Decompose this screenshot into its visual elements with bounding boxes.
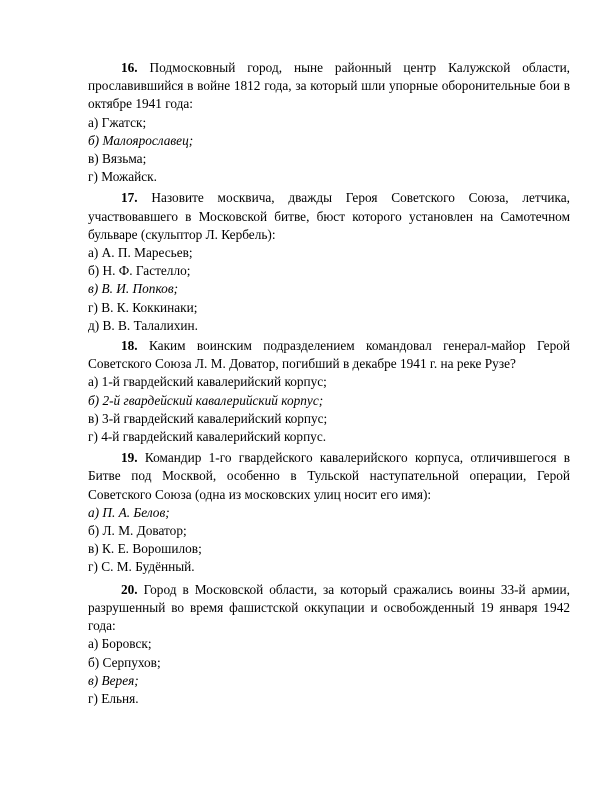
- answer-option-correct: [88, 504, 570, 522]
- option-text: Ельня.: [101, 690, 139, 706]
- answer-option: [88, 428, 570, 446]
- option-text: 3-й гвардейский кавалерийский корпус;: [102, 410, 328, 426]
- question-text: Командир 1-го гвардейского кавалерийского корпуса, отличившегося в Битве под Москвой, особенно в Тульской наступательной операции, Герой Советского Союза (одна из московских улиц носит его имя):: [88, 450, 570, 502]
- question-number: 18.: [121, 338, 138, 354]
- option-text: В. К. Коккинаки;: [101, 299, 198, 315]
- question-stem: [88, 449, 570, 504]
- option-text: 4-й гвардейский кавалерийский корпус.: [101, 429, 327, 445]
- question-number: 16.: [121, 60, 138, 75]
- answer-option: [88, 635, 570, 653]
- option-text: С. М. Будённый.: [101, 559, 195, 575]
- option-text: Боровск;: [101, 636, 152, 652]
- option-text: Гжатск;: [101, 114, 147, 130]
- option-text: А. П. Маресьев;: [101, 245, 193, 261]
- question-19: [88, 449, 570, 576]
- question-17: [88, 189, 570, 335]
- question-number: 20.: [121, 581, 138, 597]
- answer-option: [88, 654, 570, 672]
- answer-option-correct: [88, 392, 570, 410]
- option-letter: б): [88, 392, 100, 408]
- option-letter: г): [88, 299, 98, 315]
- option-text: Серпухов;: [102, 654, 161, 670]
- answer-option: [88, 540, 570, 558]
- option-letter: а): [88, 245, 99, 261]
- option-letter: г): [88, 690, 98, 706]
- question-text: Подмосковный город, ныне районный центр Калужской области, прославившийся в войне 1812 года, за который шли упорные оборонительные бои в октябре 1941 года:: [88, 60, 571, 112]
- option-letter: г): [88, 169, 98, 185]
- option-letter: в): [88, 281, 99, 297]
- question-text: Назовите москвича, дважды Героя Советского Союза, летчика, участвовавшего в Московской битве, бюст которого установлен на Самотечном бульваре (скульптор Л. Кербель):: [88, 190, 570, 242]
- question-text: Город в Московской области, за который сражались воины 33-й армии, разрушенный во время фашистской оккупации и освобожденный 19 января 1942 года:: [88, 581, 570, 634]
- option-letter: г): [88, 559, 98, 575]
- option-text: Л. М. Доватор;: [102, 523, 187, 539]
- option-text: П. А. Белов;: [102, 504, 170, 520]
- answer-options: [88, 244, 570, 335]
- answer-option: [88, 410, 570, 428]
- option-text: Можайск.: [101, 169, 157, 185]
- answer-option: [88, 690, 570, 708]
- option-letter: а): [88, 114, 99, 130]
- question-stem: [88, 189, 570, 244]
- question-18: [88, 337, 570, 446]
- option-text: Верея;: [101, 672, 139, 688]
- option-letter: г): [88, 429, 98, 445]
- question-stem: [88, 337, 570, 373]
- answer-option: [88, 522, 570, 540]
- answer-option-correct: [88, 132, 570, 150]
- document-page: [88, 59, 570, 708]
- option-letter: б): [88, 263, 100, 279]
- question-number: 17.: [121, 190, 138, 206]
- answer-options: [88, 114, 570, 187]
- answer-option-correct: [88, 672, 570, 690]
- option-text: Малоярославец;: [102, 132, 194, 148]
- option-letter: в): [88, 541, 99, 557]
- option-letter: а): [88, 374, 99, 390]
- question-stem: [88, 581, 570, 636]
- answer-option: [88, 558, 570, 576]
- option-letter: в): [88, 672, 99, 688]
- answer-option: [88, 373, 570, 391]
- option-text: В. В. Талалихин.: [102, 317, 198, 333]
- option-letter: б): [88, 654, 100, 670]
- option-letter: б): [88, 523, 100, 539]
- option-letter: а): [88, 504, 100, 520]
- option-text: 2-й гвардейский кавалерийский корпус;: [102, 392, 324, 408]
- question-16: [88, 59, 570, 186]
- answer-options: [88, 635, 570, 708]
- option-text: Вязьма;: [102, 151, 147, 167]
- option-letter: д): [88, 317, 100, 333]
- answer-option-correct: [88, 280, 570, 298]
- answer-options: [88, 373, 570, 446]
- option-text: К. Е. Ворошилов;: [102, 541, 202, 557]
- answer-option: [88, 168, 570, 186]
- option-text: 1-й гвардейский кавалерийский корпус;: [101, 374, 327, 390]
- answer-option: [88, 114, 570, 132]
- answer-option: [88, 244, 570, 262]
- answer-option: [88, 150, 570, 168]
- answer-options: [88, 504, 570, 577]
- answer-option: [88, 262, 570, 280]
- option-letter: б): [88, 132, 100, 148]
- option-text: В. И. Попков;: [101, 281, 179, 297]
- option-letter: в): [88, 151, 99, 167]
- answer-option: [88, 299, 570, 317]
- option-letter: а): [88, 636, 99, 652]
- question-number: 19.: [121, 450, 138, 466]
- question-stem: [88, 59, 570, 114]
- option-letter: в): [88, 410, 99, 426]
- question-20: [88, 581, 570, 708]
- option-text: Н. Ф. Гастелло;: [102, 263, 191, 279]
- question-text: Каким воинским подразделением командовал генерал-майор Герой Советского Союза Л. М. Доватор, погибший в декабре 1941 г. на реке Рузе?: [88, 338, 570, 372]
- answer-option: [88, 317, 570, 335]
